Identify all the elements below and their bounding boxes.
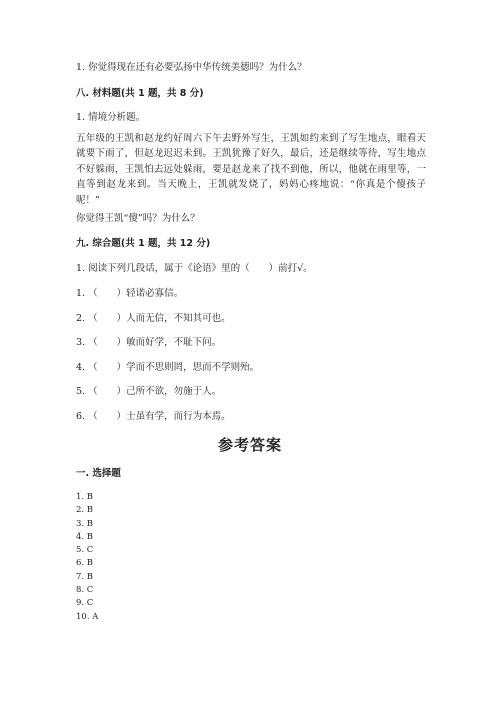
answer-item: 3. B: [76, 518, 94, 529]
section-9-question-1: 1. 阅读下列几段话，属于《论语》里的（ ）前打√。: [76, 263, 313, 274]
analects-item-5: 5. （ ）己所不欲，勿施于人。: [76, 386, 222, 397]
answer-list: [76, 491, 98, 624]
analects-item-1: 1. （ ）轻诺必寡信。: [76, 288, 184, 299]
analects-item-6: 6. （ ）士虽有学，而行为本焉。: [76, 411, 231, 422]
answer-item: 8. C: [76, 585, 94, 596]
section-9-heading: 九. 综合题(共 1 题，共 12 分): [76, 238, 211, 249]
answer-item: 2. B: [76, 505, 94, 516]
answer-item: 6. B: [76, 558, 94, 569]
analects-item-4: 4. （ ）学而不思则罔，思而不学则殆。: [76, 362, 260, 373]
answer-item: 5. C: [76, 545, 94, 556]
answer-item: 10. A: [76, 611, 99, 622]
scenario-passage: 五年级的王凯和赵龙约好周六下午去野外写生，王凯如约来到了写生地点，眼看天就要下雨了，但赵龙迟迟未到。王凯犹豫了好久，最后，还是继续等待，写生地点不好躲雨，王凯怕去远处躲雨，要是赵龙来了找不到他，所以，他就在雨里等，一直等到赵龙来到。当天晚上，王凯就发烧了，妈妈心疼地说：“你真是个傻孩子呢！”: [76, 133, 426, 206]
section-8-heading: 八. 材料题(共 1 题，共 8 分): [76, 88, 204, 99]
scenario-question: 你觉得王凯“傻”吗？为什么？: [76, 213, 200, 224]
answer-item: 7. B: [76, 571, 94, 582]
analects-item-2: 2. （ ）人而无信，不知其可也。: [76, 313, 231, 324]
answer-item: 4. B: [76, 531, 94, 542]
answers-section-heading: 一. 选择题: [76, 468, 121, 479]
question-traditional-virtues: 1. 你觉得现在还有必要弘扬中华传统美德吗？为什么？: [76, 62, 307, 73]
analects-item-3: 3. （ ）敏而好学，不耻下问。: [76, 337, 222, 348]
answer-key-title: 参考答案: [217, 436, 282, 454]
answer-item: 9. C: [76, 598, 94, 609]
section-8-question-1: 1. 情境分析题。: [76, 112, 146, 123]
answer-item: 1. B: [76, 492, 94, 502]
